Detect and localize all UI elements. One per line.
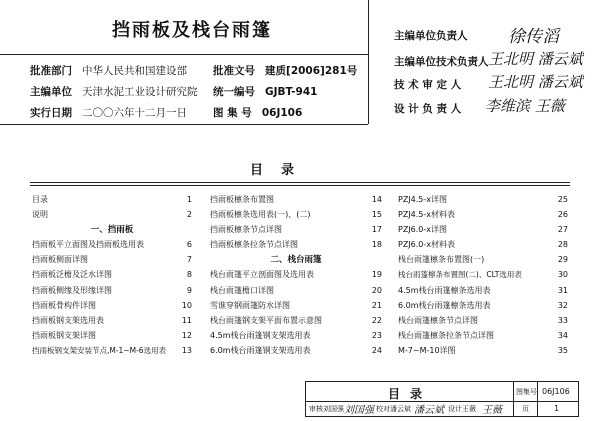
toc-row[interactable]: 4.5m栈台雨篷钢支架选用表 23 <box>210 330 382 340</box>
toc-row[interactable]: 挡雨板平立面图及挡雨板选用表 6 <box>32 240 192 250</box>
toc-rule-top <box>30 182 570 183</box>
sig-role-1: 主编单位负责人 <box>394 30 468 42</box>
toc-row[interactable]: 说明 2 <box>32 210 192 220</box>
toc-column-2 <box>210 192 382 358</box>
toc-row[interactable]: 栈台雨篷檩条布置图(二)、CLT选用表 30 <box>398 270 568 280</box>
toc-row[interactable]: 挡雨板侧面详图 7 <box>32 255 192 265</box>
signature-1: 徐传滔 <box>508 27 559 47</box>
review-signature: 刘国强 <box>344 405 374 416</box>
approval-dept: 批准部门 中华人民共和国建设部 <box>30 65 188 77</box>
header-rule-top <box>0 54 368 55</box>
toc-row[interactable]: 栈台雨篷檩条拉条节点详图 34 <box>398 330 568 340</box>
toc-row[interactable]: 雪谯穿钢雨篷防水详图 21 <box>210 300 382 310</box>
title-block-divider <box>513 382 514 416</box>
atlas-no: 图 集 号 06J106 <box>213 107 303 119</box>
design-name: 王薇 <box>462 405 476 413</box>
atlas-value: 06J106 <box>542 387 570 396</box>
sig-role-2: 主编单位技术负责人 <box>394 56 489 68</box>
editor-unit: 主编单位 天津水泥工业设计研究院 <box>30 86 198 98</box>
toc-row[interactable]: 6.0m栈台雨篷钢支架选用表 24 <box>210 345 382 355</box>
toc-row[interactable]: 栈台雨篷钢支架平面布置示意图 22 <box>210 315 382 325</box>
toc-section-heading: 二、栈台雨篷 <box>270 255 322 266</box>
toc-row[interactable]: 挡雨板檩条布置图 14 <box>210 195 382 204</box>
toc-row[interactable]: 挡雨板钢支架详图 12 <box>32 330 192 340</box>
toc-title: 目录 <box>250 163 313 178</box>
toc-row[interactable]: 目录 1 <box>32 195 192 204</box>
approval-doc: 批准文号 建质[2006]281号 <box>213 65 358 77</box>
signature-4: 李维滨 王薇 <box>485 97 565 115</box>
document-title: 挡雨板及栈台雨篷 <box>112 20 272 41</box>
sig-role-3: 技 术 审 定 人 <box>394 79 462 91</box>
toc-row[interactable]: 挡雨板檩条选用表(一)、(二) 15 <box>210 210 382 220</box>
toc-row[interactable]: 栈台雨篷平立剖面图及选用表 19 <box>210 270 382 280</box>
sig-role-4: 设 计 负 责 人 <box>394 103 462 115</box>
toc-row[interactable]: 栈台雨篷檐口详图 20 <box>210 285 382 295</box>
check-label: 校对 <box>376 405 390 413</box>
toc-column-1 <box>32 192 192 358</box>
check-name: 潘云斌 <box>390 405 411 413</box>
toc-row[interactable]: 挡雨板钢支架安装节点,M-1~M-6选用表 13 <box>32 345 192 355</box>
toc-row[interactable]: 挡雨板泛檐及泛水详图 8 <box>32 270 192 280</box>
header-divider <box>368 0 369 124</box>
design-signature: 王薇 <box>482 405 502 416</box>
toc-row[interactable]: PZJ6.0-x详图 27 <box>398 225 568 235</box>
toc-row[interactable]: 6.0m栈台雨篷檩条选用表 32 <box>398 300 568 310</box>
toc-row[interactable]: 挡雨板檩条节点详图 17 <box>210 225 382 235</box>
header-rule-bottom <box>0 124 368 125</box>
toc-row[interactable]: 挡雨板骨构件详图 10 <box>32 300 192 310</box>
review-name: 刘国强 <box>323 405 344 413</box>
title-block-name: 目录 <box>388 387 433 401</box>
toc-row[interactable]: 4.5m栈台雨篷檩条选用表 31 <box>398 285 568 295</box>
check-signature: 潘云斌 <box>414 405 444 416</box>
drawing-title-block <box>305 381 579 417</box>
review-label: 审核 <box>309 405 323 413</box>
page-value: 1 <box>554 404 560 413</box>
toc-row[interactable]: PZJ4.5-x详图 25 <box>398 195 568 204</box>
toc-row[interactable]: 挡雨板檩条拉条节点详图 18 <box>210 240 382 250</box>
toc-row[interactable]: 栈台雨篷檩条节点详图 33 <box>398 315 568 325</box>
toc-section-heading: 一、挡雨板 <box>90 225 134 236</box>
toc-row[interactable]: PZJ6.0-x材料表 28 <box>398 240 568 250</box>
toc-row[interactable]: 栈台雨篷檩条布置图(一) 29 <box>398 255 568 265</box>
page-label: 页 <box>522 405 529 413</box>
design-label: 设计 <box>448 405 462 413</box>
signature-3: 王北明 潘云斌 <box>488 73 583 91</box>
unified-no: 统一编号 GJBT-941 <box>213 86 318 98</box>
signature-2: 王北明 潘云斌 <box>488 50 583 68</box>
toc-column-3 <box>398 192 568 358</box>
effective-date: 实行日期 二〇〇六年十二月一日 <box>30 107 188 119</box>
toc-rule-top-2 <box>30 185 570 186</box>
atlas-label: 图集号 <box>516 388 537 396</box>
toc-row[interactable]: M-7~M-10详图 35 <box>398 345 568 355</box>
title-block-divider <box>537 382 538 416</box>
toc-row[interactable]: PZJ4.5-x材料表 26 <box>398 210 568 220</box>
toc-row[interactable]: 挡雨板钢支架选用表 11 <box>32 315 192 325</box>
toc-row[interactable]: 挡雨板侧缘及形缘详图 9 <box>32 285 192 295</box>
